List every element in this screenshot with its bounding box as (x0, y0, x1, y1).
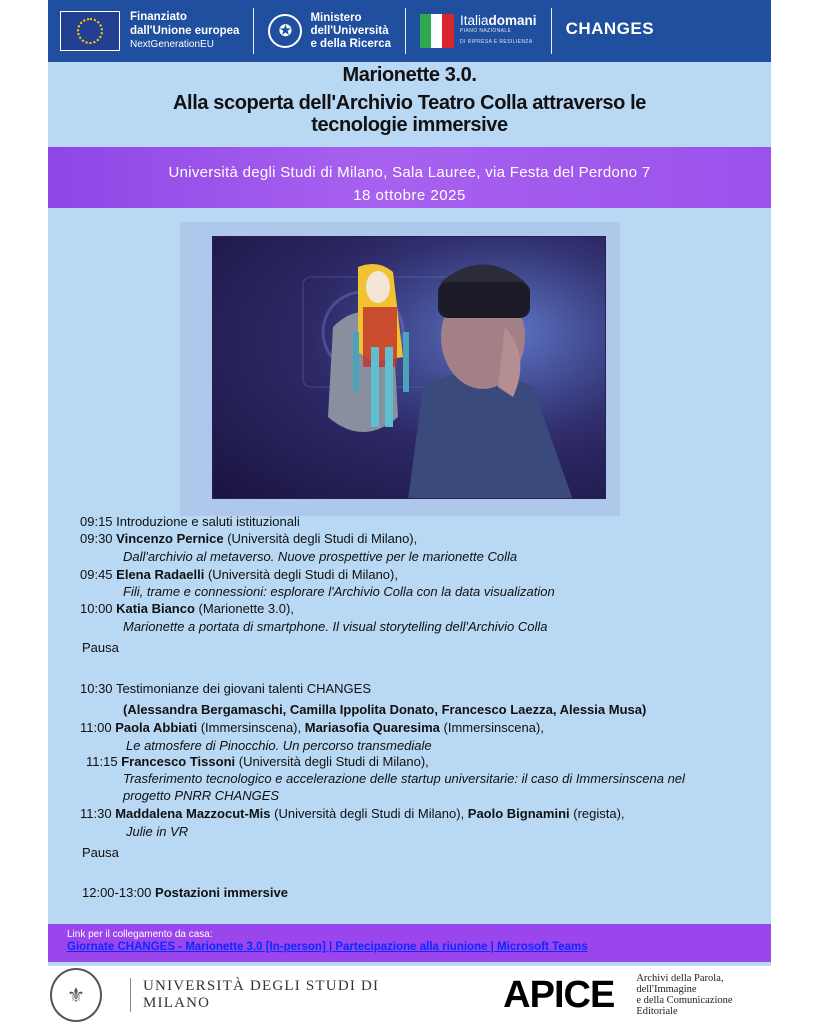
italiadomani-sub1: PIANO NAZIONALE (460, 27, 512, 34)
changes-logo (566, 0, 655, 62)
sponsor-header (48, 0, 771, 62)
talk-title: Julie in VR (126, 824, 189, 839)
italiadomani-name-a: Italia (460, 12, 489, 28)
header-divider (405, 8, 406, 54)
apice-sub-line1: Archivi della Parola, (636, 973, 724, 984)
affiliation: (Marionette 3.0), (198, 601, 294, 616)
header-divider (551, 8, 552, 54)
eu-line3: NextGenerationEU (130, 39, 214, 50)
pause-label: Pausa (82, 640, 119, 655)
pause-label: Pausa (82, 845, 119, 860)
affiliation: (Università degli Studi di Milano), (238, 754, 429, 769)
item-text: Testimonianze dei giovani talenti CHANGES (115, 681, 372, 696)
schedule-item (86, 754, 429, 770)
schedule-item (80, 720, 544, 736)
schedule-item (80, 531, 417, 547)
apice-logo: APICE (503, 973, 615, 1016)
speaker: Katia Bianco (116, 601, 195, 616)
time: 10:30 (80, 681, 113, 696)
vr-scene-illustration (213, 237, 606, 499)
participant-names: (Alessandra Bergamaschi, Camilla Ippolita Donato, Francesco Laezza, Alessia Musa) (123, 702, 647, 717)
time: 09:30 (80, 531, 113, 546)
talk-title-cont: progetto PNRR CHANGES (123, 788, 280, 803)
talk-title: Marionette a portata di smartphone. Il visual storytelling dell'Archivio Colla (123, 619, 548, 634)
eu-line2: dall'Unione europea (130, 25, 240, 37)
italiadomani-sub2: DI RIPRESA E RESILIENZA (460, 38, 533, 45)
eu-line1: Finanziato (130, 11, 187, 23)
poster (48, 0, 771, 1024)
affiliation: (Università degli Studi di Milano), (227, 531, 418, 546)
italian-flag-icon (420, 14, 454, 48)
apice-sub-line3: e della Comunicazione Editoriale (636, 995, 733, 1017)
speaker: Paola Abbiati (115, 720, 198, 735)
eu-logo (48, 0, 239, 62)
footer-logos (48, 966, 771, 1024)
time: 11:30 (80, 806, 112, 821)
mur-line2: dell'Università (310, 24, 389, 37)
italiadomani-logo (420, 0, 537, 62)
venue-location: Università degli Studi di Milano, Sala Lauree, via Festa del Perdono 7 (168, 164, 651, 181)
speaker: Elena Radaelli (116, 567, 205, 582)
eu-flag-icon (60, 11, 120, 51)
italiadomani-name-b: domani (488, 12, 537, 28)
item-text: Introduzione e saluti istituzionali (116, 514, 300, 529)
event-subtitle-line1: Alla scoperta dell'Archivio Teatro Colla attraverso le (173, 92, 646, 114)
item-text: Postazioni immersive (155, 885, 288, 900)
remote-link-band (48, 924, 771, 962)
time: 11:15 (86, 754, 118, 769)
schedule-item (80, 681, 371, 697)
affiliation: (Università degli Studi di Milano), (274, 806, 465, 821)
vr-marionette-photo (212, 236, 606, 499)
participants (123, 702, 646, 718)
mur-line3: e della Ricerca (310, 37, 392, 50)
schedule-item (80, 514, 300, 530)
link-label: Link per il collegamento da casa: (67, 929, 213, 940)
speaker: Mariasofia Quaresima (304, 720, 440, 735)
changes-tagline-decoration (566, 38, 655, 43)
speaker: Maddalena Mazzocut-Mis (115, 806, 271, 821)
event-date: 18 ottobre 2025 (353, 187, 466, 204)
time: 09:45 (80, 567, 113, 582)
affiliation: (Università degli Studi di Milano), (207, 567, 398, 582)
time: 09:15 (80, 514, 113, 529)
event-subtitle (48, 92, 771, 136)
talk-title: Trasferimento tecnologico e accelerazione delle startup universitarie: il caso di Immersinscena nel (123, 771, 685, 786)
affiliation: (regista), (573, 806, 625, 821)
time: 11:00 (80, 720, 112, 735)
talk-title: Le atmosfere di Pinocchio. Un percorso transmediale (126, 738, 432, 753)
event-title: Marionette 3.0. (342, 64, 477, 86)
speaker: Paolo Bignamini (467, 806, 570, 821)
teams-meeting-link[interactable]: Giornate CHANGES - Marionette 3.0 [In-person] | Partecipazione alla riunione | Microsoft Teams (67, 941, 588, 953)
speaker: Francesco Tissoni (121, 754, 236, 769)
apice-subtitle (636, 973, 771, 1017)
schedule-item (80, 806, 625, 822)
talk-title: Dall'archivio al metaverso. Nuove prospettive per le marionette Colla (123, 549, 518, 564)
schedule-item (80, 601, 294, 617)
affiliation: (Immersinscena), (200, 720, 302, 735)
schedule-item (80, 567, 398, 583)
italian-emblem-icon: ✪ (268, 14, 302, 48)
time: 10:00 (80, 601, 113, 616)
affiliation: (Immersinscena), (443, 720, 544, 735)
talk-title: Fili, trame e connessioni: esplorare l'Archivio Colla con la data visualization (123, 584, 555, 599)
university-name: UNIVERSITÀ DEGLI STUDI DI MILANO (130, 978, 439, 1012)
schedule-item (82, 885, 288, 901)
apice-sub-line2: dell'Immagine (636, 984, 697, 995)
venue-band (48, 147, 771, 208)
university-seal-icon: ⚜ (50, 968, 102, 1022)
mur-line1: Ministero (310, 11, 362, 24)
changes-name: CHANGES (565, 18, 655, 38)
header-divider (253, 8, 254, 54)
mur-logo (268, 0, 391, 62)
speaker: Vincenzo Pernice (116, 531, 224, 546)
event-subtitle-line2: tecnologie immersive (311, 114, 508, 136)
time: 12:00-13:00 (82, 885, 152, 900)
